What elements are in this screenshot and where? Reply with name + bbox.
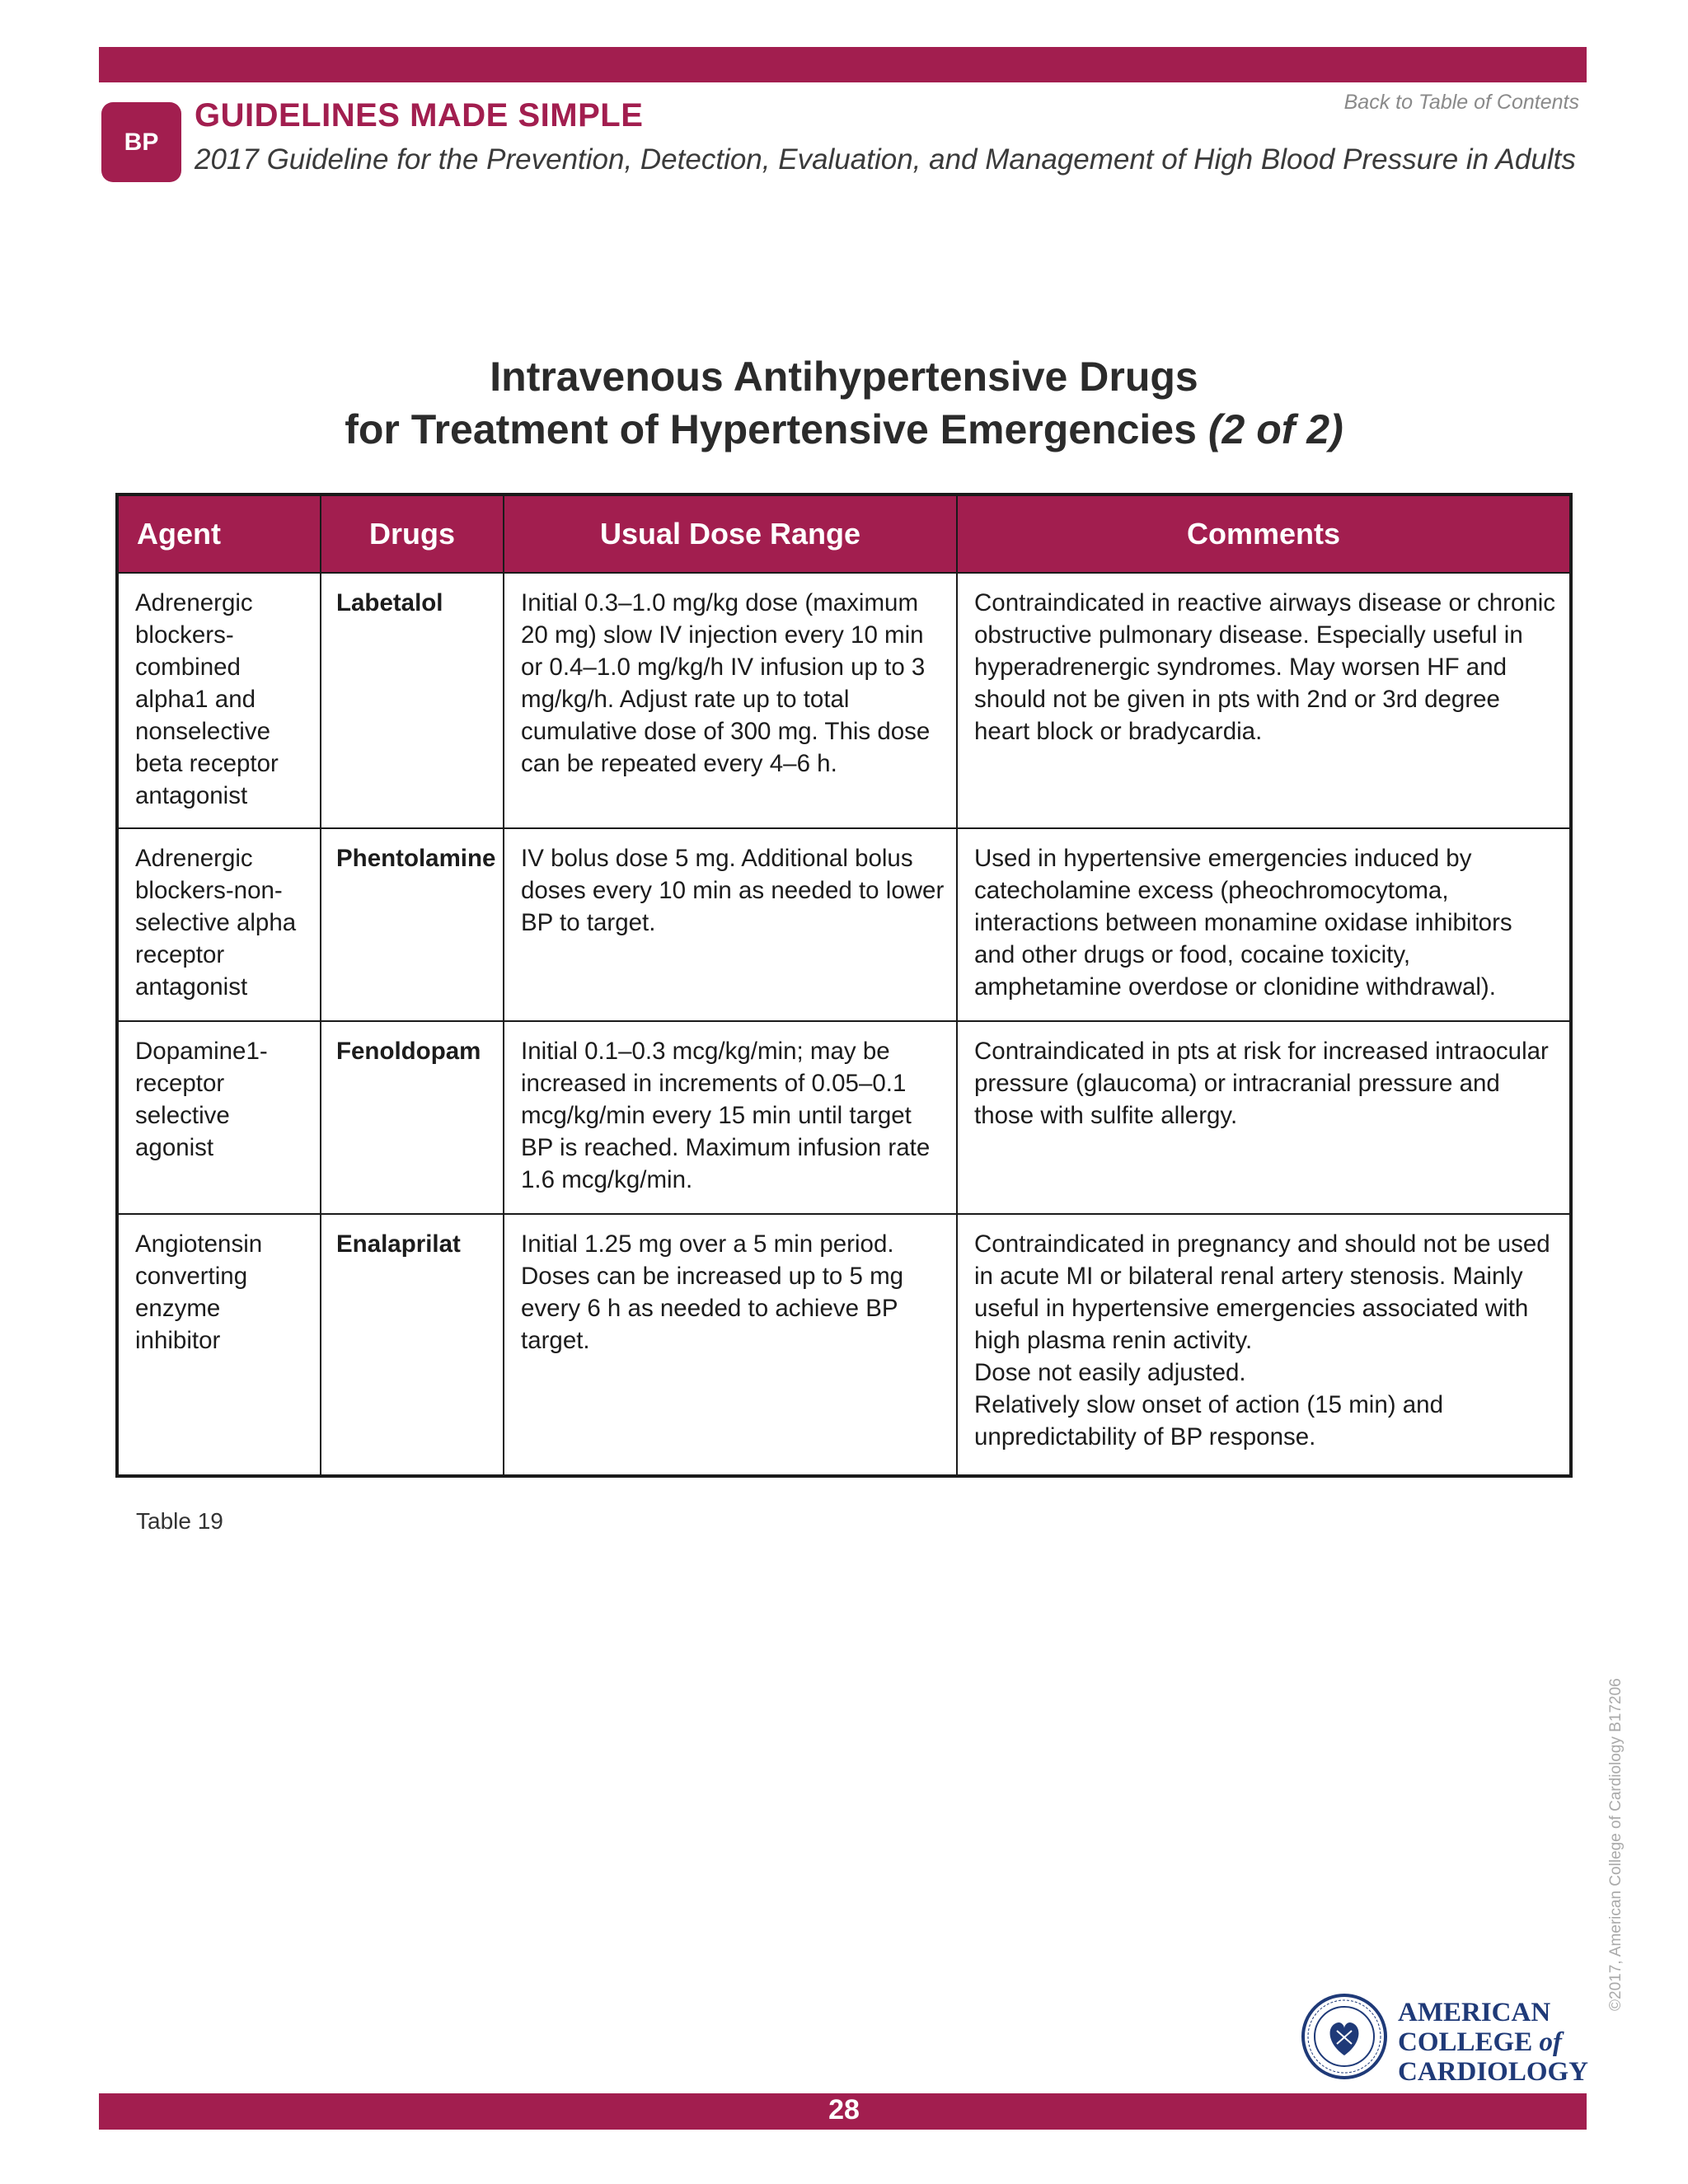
drug-table-container xyxy=(115,493,1569,1478)
drug-table xyxy=(115,493,1573,1478)
page-title-main: for Treatment of Hypertensive Emergencies xyxy=(345,406,1197,452)
page-number: 28 xyxy=(828,2094,860,2125)
page-title xyxy=(0,350,1688,456)
agent-cell: Adrenergic blockers-non-selective alpha receptor antagonist xyxy=(117,828,321,1021)
copyright-notice: ©2017, American College of Cardiology B17206 xyxy=(1607,1678,1625,2011)
table-row xyxy=(117,828,1571,1021)
drug-cell: Enalaprilat xyxy=(321,1214,504,1476)
acc-wordmark xyxy=(1398,1998,1588,2087)
acc-wordmark-line-2: COLLEGE of xyxy=(1398,2027,1562,2057)
drug-cell: Labetalol xyxy=(321,573,504,828)
table-row xyxy=(117,1214,1571,1476)
agent-cell: Angiotensin converting enzyme inhibitor xyxy=(117,1214,321,1476)
top-banner-bar xyxy=(99,47,1587,82)
agent-cell: Adrenergic blockers-combined alpha1 and nonselective beta receptor antagonist xyxy=(117,573,321,828)
guideline-subtitle: 2017 Guideline for the Prevention, Detection, Evaluation, and Management of High Blood Pressure in Adults xyxy=(195,143,1576,176)
page-title-line-1: Intravenous Antihypertensive Drugs xyxy=(490,354,1198,400)
guidelines-title: GUIDELINES MADE SIMPLE xyxy=(195,97,644,134)
header-agent: Agent xyxy=(117,494,321,573)
table-row xyxy=(117,1021,1571,1214)
comments-cell xyxy=(957,1214,1571,1476)
back-to-toc-link[interactable]: Back to Table of Contents xyxy=(1343,91,1579,114)
acc-seal-icon xyxy=(1301,1993,1388,2080)
comments-cell: Used in hypertensive emergencies induced by catecholamine excess (pheochromocytoma, interactions between monamine oxidase inhibitors and other drugs or food, cocaine toxicity, amphetamine overdose or clonidine withdrawal). xyxy=(957,828,1571,1021)
bp-badge: BP xyxy=(101,102,181,182)
acc-wordmark-line-1: AMERICAN xyxy=(1398,1998,1551,2027)
page-title-suffix: (2 of 2) xyxy=(1207,406,1343,452)
dose-cell: Initial 0.3–1.0 mg/kg dose (maximum 20 mg) slow IV injection every 10 min or 0.4–1.0 mg/kg/h IV infusion up to 3 mg/kg/h. Adjust rate up to total cumulative dose of 300 mg. This dose can be repeated every 4–6 h. xyxy=(504,573,957,828)
page-title-line-2 xyxy=(0,403,1688,456)
comments-line: Relatively slow onset of action (15 min) and unpredictability of BP response. xyxy=(974,1391,1443,1451)
comments-cell: Contraindicated in pts at risk for increased intraocular pressure (glaucoma) or intracranial pressure and those with sulfite allergy. xyxy=(957,1021,1571,1214)
header-drugs: Drugs xyxy=(321,494,504,573)
table-number-label: Table 19 xyxy=(136,1508,223,1534)
comments-line: Dose not easily adjusted. xyxy=(974,1359,1246,1386)
comments-cell: Contraindicated in reactive airways disease or chronic obstructive pulmonary disease. Especially useful in hyperadrenergic syndromes. May worsen HF and should not be given in pts with 2nd or 3rd degree heart block or bradycardia. xyxy=(957,573,1571,828)
dose-cell: Initial 1.25 mg over a 5 min period. Doses can be increased up to 5 mg every 6 h as needed to achieve BP target. xyxy=(504,1214,957,1476)
dose-cell: IV bolus dose 5 mg. Additional bolus doses every 10 min as needed to lower BP to target. xyxy=(504,828,957,1021)
table-row xyxy=(117,573,1571,828)
drug-cell: Fenoldopam xyxy=(321,1021,504,1214)
table-header-row xyxy=(117,494,1571,573)
agent-cell: Dopamine1-receptor selective agonist xyxy=(117,1021,321,1214)
comments-line: Contraindicated in pregnancy and should not be used in acute MI or bilateral renal artery stenosis. Mainly useful in hypertensive emergencies associated with high plasma renin activity. xyxy=(974,1230,1550,1354)
acc-wordmark-line-3: CARDIOLOGY xyxy=(1398,2057,1589,2087)
drug-cell: Phentolamine xyxy=(321,828,504,1021)
header-comments: Comments xyxy=(957,494,1571,573)
header-dose-range: Usual Dose Range xyxy=(504,494,957,573)
dose-cell: Initial 0.1–0.3 mcg/kg/min; may be increased in increments of 0.05–0.1 mcg/kg/min every 15 min until target BP is reached. Maximum infusion rate 1.6 mcg/kg/min. xyxy=(504,1021,957,1214)
